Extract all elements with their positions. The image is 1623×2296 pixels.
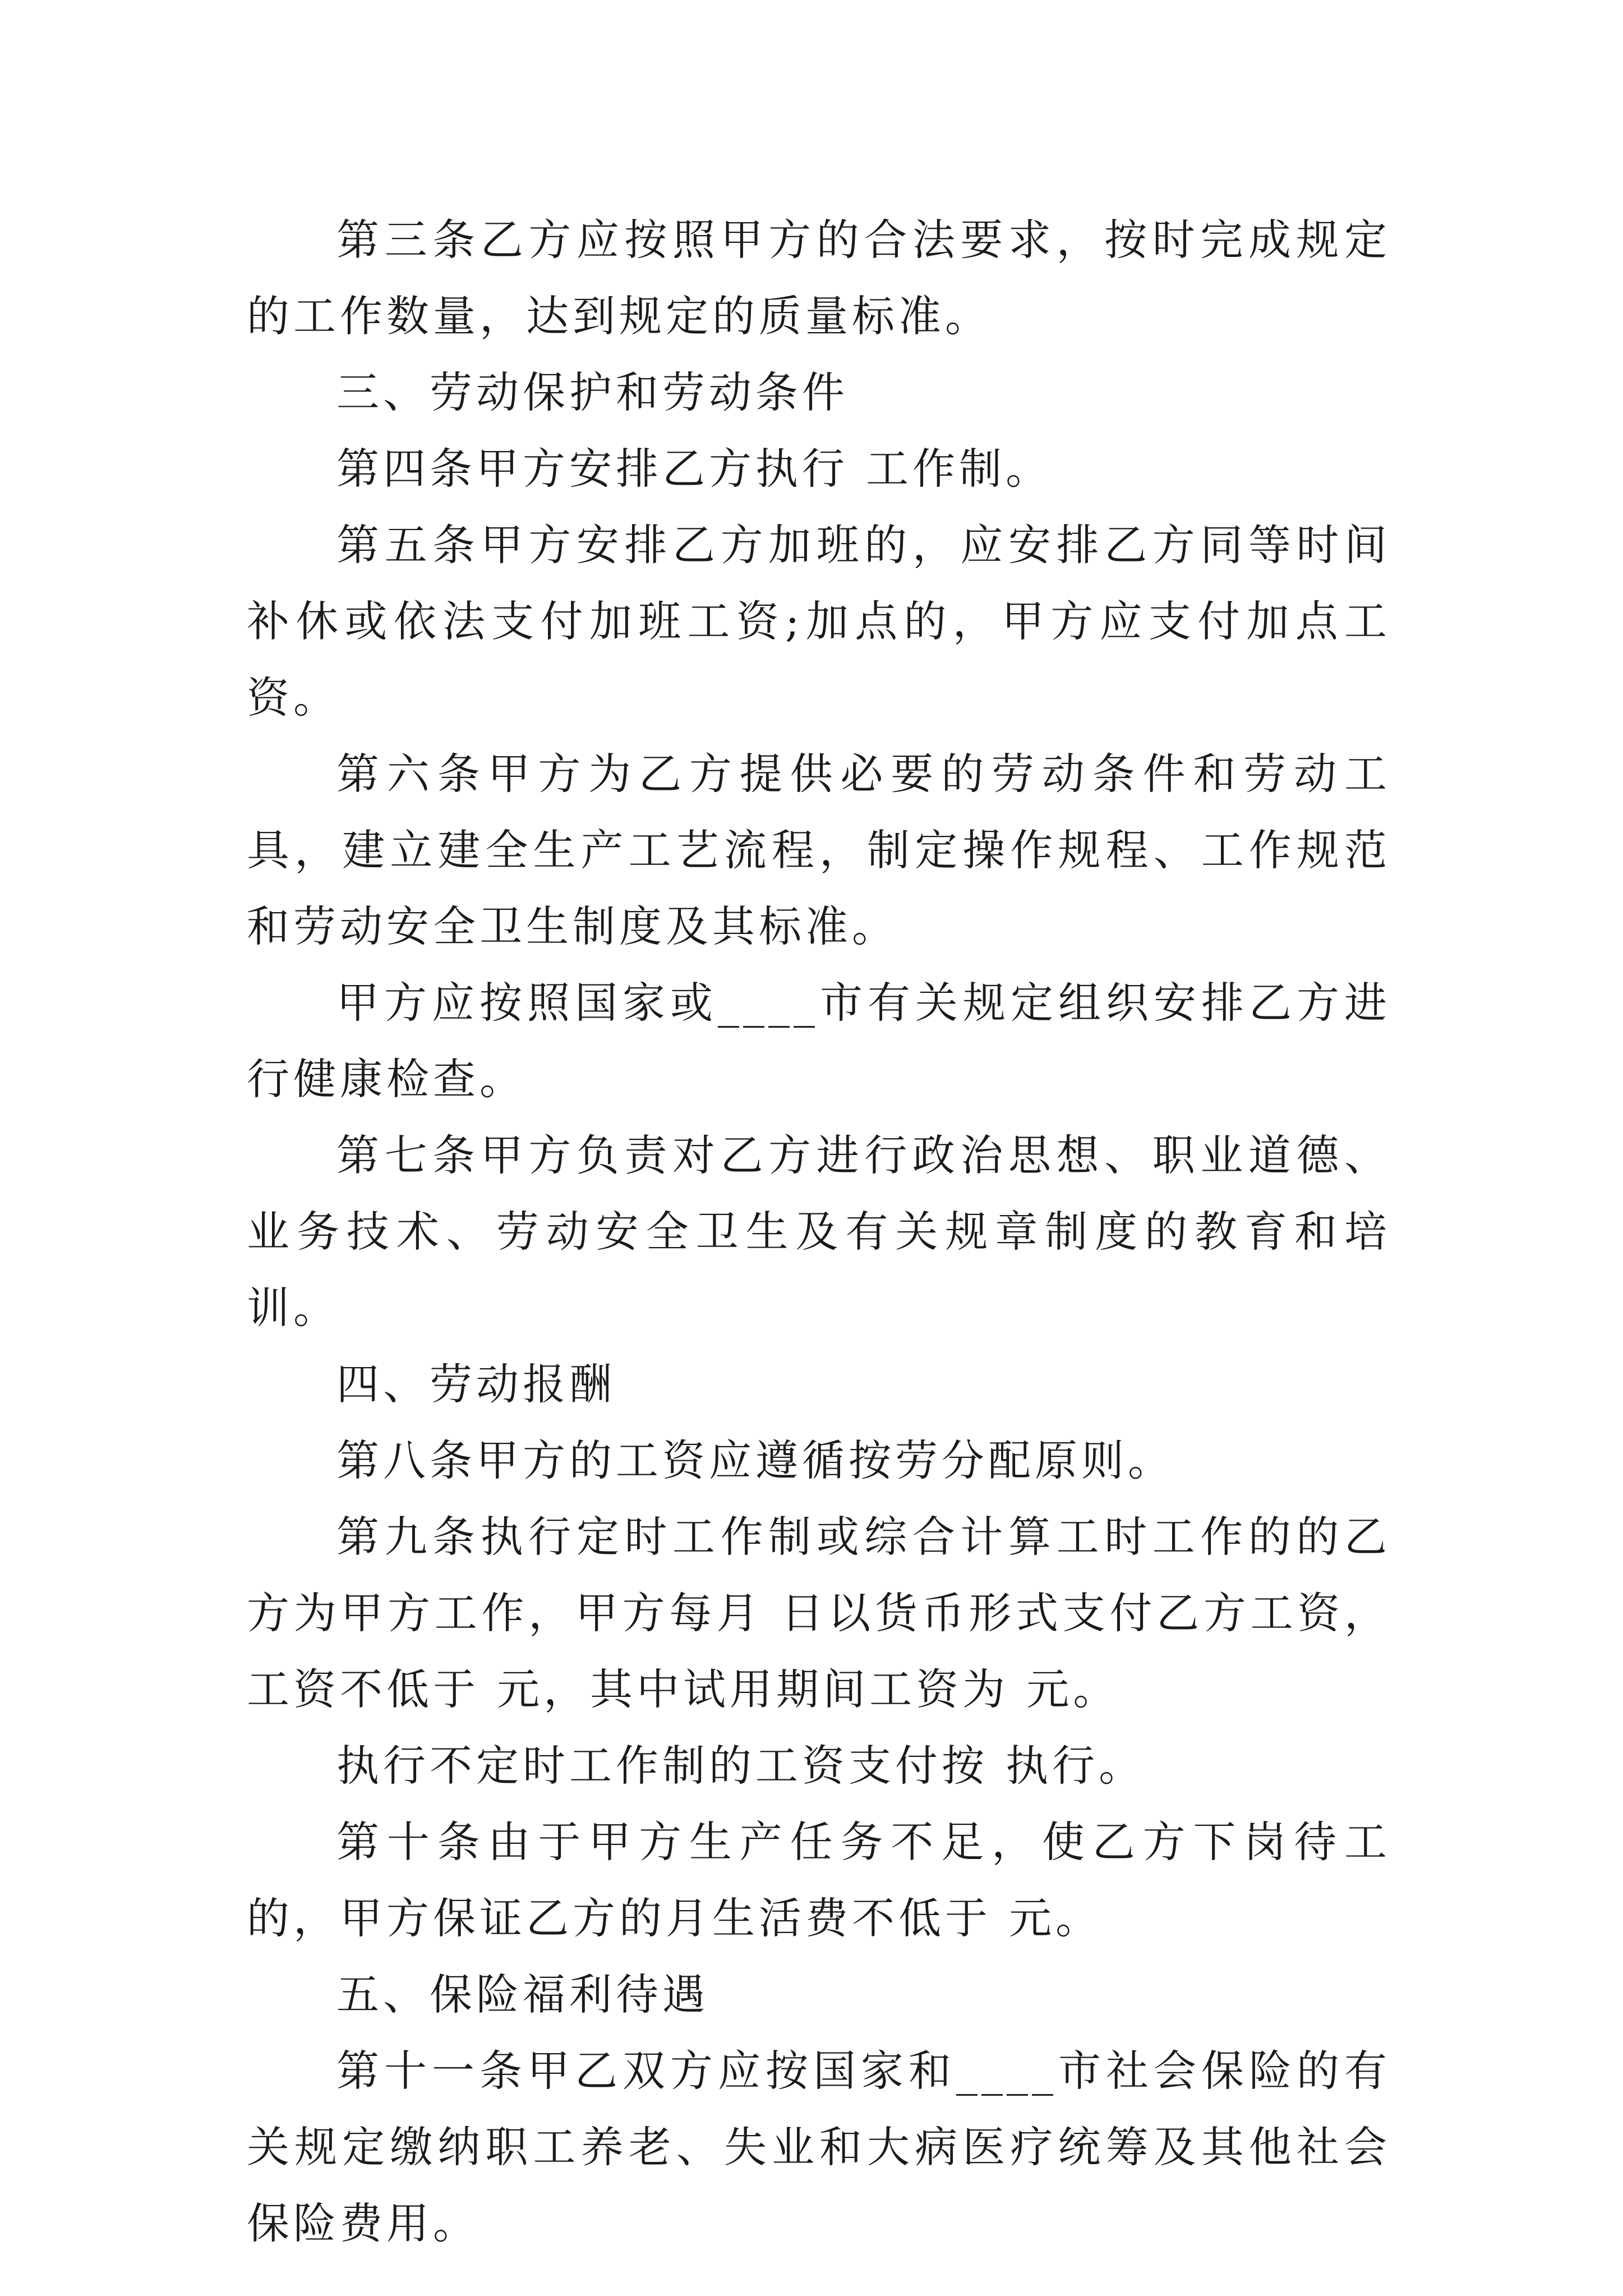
section-heading-remuneration: 四、劳动报酬	[336, 1359, 616, 1409]
clause-4: 第四条甲方安排乙方执行 工作制。	[336, 444, 1053, 494]
clause-6: 第六条甲方为乙方提供必要的劳动条件和劳动工具，建立建全生产工艺流程，制定操作规程、工作规范和劳动安全卫生制度及其标准。	[247, 749, 1391, 951]
clause-6-health-check: 甲方应按照国家或____市有关规定组织安排乙方进行健康检查。	[247, 978, 1391, 1104]
clause-8: 第八条甲方的工资应遵循按劳分配原则。	[336, 1435, 1174, 1485]
clause-9-irregular-hours: 执行不定时工作制的工资支付按 执行。	[336, 1741, 1146, 1791]
clause-10: 第十条由于甲方生产任务不足，使乙方下岗待工的，甲方保证乙方的月生活费不低于 元。	[247, 1817, 1391, 1943]
document-body	[247, 202, 1391, 2262]
section-heading-insurance-welfare: 五、保险福利待遇	[336, 1970, 709, 2019]
clause-11: 第十一条甲乙双方应按国家和____市社会保险的有关规定缴纳职工养老、失业和大病医疗统筹及其他社会保险费用。	[247, 2046, 1391, 2248]
clause-3: 第三条乙方应按照甲方的合法要求，按时完成规定的工作数量，达到规定的质量标准。	[247, 215, 1391, 341]
clause-7: 第七条甲方负责对乙方进行政治思想、职业道德、业务技术、劳动安全卫生及有关规章制度的教育和培训。	[247, 1130, 1391, 1333]
clause-5: 第五条甲方安排乙方加班的，应安排乙方同等时间补休或依法支付加班工资;加点的，甲方应支付加点工资。	[247, 520, 1391, 723]
section-heading-labor-protection: 三、劳动保护和劳动条件	[336, 367, 849, 417]
clause-9: 第九条执行定时工作制或综合计算工时工作的的乙方为甲方工作，甲方每月 日以货币形式支付乙方工资，工资不低于 元，其中试用期间工资为 元。	[247, 1512, 1391, 1714]
